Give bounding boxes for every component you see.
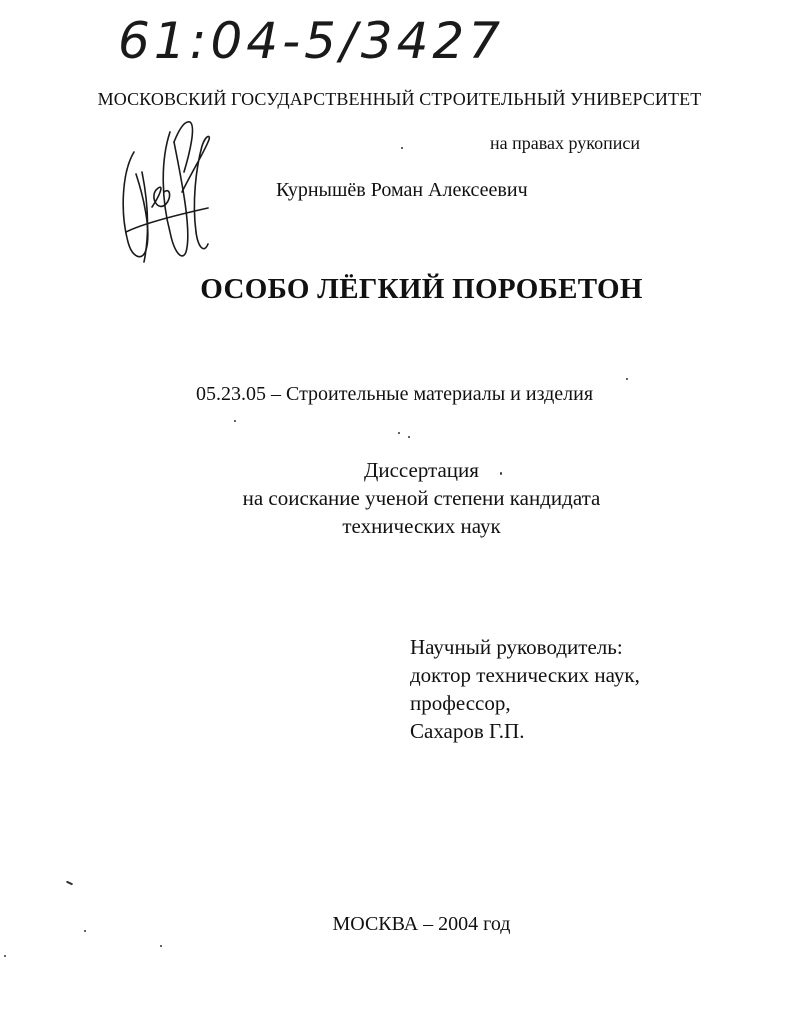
handwritten-archive-code: [118, 4, 548, 70]
author-name: Курнышёв Роман Алексеевич: [276, 179, 528, 201]
dissertation-label: Диссертация: [364, 458, 479, 482]
supervisor-degree: доктор технических наук,: [410, 663, 640, 687]
scan-speck: [4, 955, 6, 957]
degree-sought: на соискание ученой степени кандидата: [242, 486, 601, 510]
scan-speck: [401, 147, 403, 149]
dissertation-title: ОСОБО ЛЁГКИЙ ПОРОБЕТОН: [200, 273, 643, 305]
scan-speck: [626, 378, 628, 380]
archive-code-text: 61:04-5/3427: [118, 12, 505, 70]
specialty-code: 05.23.05 – Строительные материалы и изделия: [196, 383, 594, 405]
scan-speck: [500, 472, 502, 475]
university-name: МОСКОВСКИЙ ГОСУДАРСТВЕННЫЙ СТРОИТЕЛЬНЫЙ УНИВЕРСИТЕТ: [97, 89, 702, 109]
supervisor-name: Сахаров Г.П.: [410, 719, 525, 743]
handwritten-signature: [112, 112, 222, 277]
scan-speck: [160, 945, 162, 947]
field-of-science: технических наук: [342, 514, 501, 538]
scan-speck: [66, 881, 73, 886]
dissertation-purpose: [0, 456, 799, 540]
handwritten-archive-code-svg: [118, 4, 548, 70]
rights-note: на правах рукописи: [490, 133, 640, 153]
city-year: МОСКВА – 2004 год: [332, 913, 511, 935]
scan-speck: [234, 420, 236, 422]
signature-icon: [112, 112, 222, 277]
supervisor-position: профессор,: [410, 691, 511, 715]
scan-speck: [408, 436, 410, 438]
scan-speck: [398, 432, 400, 434]
supervisor-block: [410, 633, 640, 745]
supervisor-label: Научный руководитель:: [410, 635, 623, 659]
scan-speck: [84, 930, 86, 932]
